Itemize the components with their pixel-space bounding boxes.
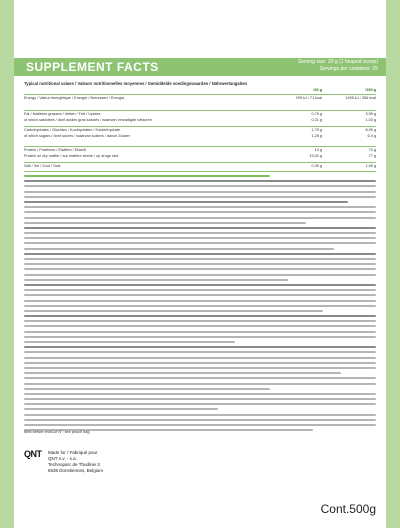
- table-divider: [24, 162, 376, 163]
- serving-info: [298, 59, 378, 73]
- company-name: QNT n.v. - s.a.: [48, 456, 77, 461]
- servings-per-container-line: Servings per container: 25: [319, 66, 378, 72]
- label-panel: [14, 0, 386, 528]
- column-per-serving: /20 g: [313, 88, 322, 92]
- supplement-facts-title: SUPPLEMENT FACTS: [26, 60, 159, 74]
- table-divider: [24, 146, 376, 147]
- table-divider: [24, 94, 376, 95]
- serving-size-line: Serving size: 20 g (1 heaped scoop): [297, 59, 378, 65]
- table-divider: [24, 171, 376, 172]
- nutrition-row-saturates: of which saturates / dont acides gras saturés / waarvan verzadigde vetzuren 0,21 g 1,03 g: [24, 118, 376, 122]
- nutrition-row-sugars: of which sugars / dont sucres / waarvan suikers / davon Zucker 1,28 g 6,4 g: [24, 134, 376, 138]
- company-city: 6536 Donstiennes, Belgium: [48, 468, 104, 473]
- nutrition-row-protein-dry: Protein on dry matter / sur matière sèche / op droge stof 15,40 g 77 g: [24, 154, 376, 158]
- net-weight: Cont.500g: [320, 502, 376, 516]
- manufacturer-info: [48, 450, 103, 474]
- best-before-line: Best before end/Lot N°: see pouch bag: [24, 430, 90, 434]
- nutrition-row-fat: Fat / Matières grasses / Vetten / Fett / Lipides 0,79 g 3,95 g: [24, 112, 376, 116]
- qnt-logo: QNT: [24, 449, 42, 459]
- company-street: Technoparc de Thudinie 3: [48, 462, 100, 467]
- table-divider: [24, 126, 376, 127]
- ingredients-text-block: [24, 175, 376, 434]
- column-per-100g: /100 g: [365, 88, 376, 92]
- nutrition-row-energy: Energy / Valeur énergétique / Energie / Brennwert / Energia 299 kJ / 71 kcal 1495 kJ / 356 kcal: [24, 96, 376, 100]
- nutrition-row-carbohydrates: Carbohydrates / Glucides / Koolhydraten / Kohlenhydrate 1,79 g 8,95 g: [24, 128, 376, 132]
- nutrition-heading: Typical nutritional values / Valeurs nutritionnelles moyennes / Gemiddelde voedingswaarden / Nährwertangaben: [24, 81, 248, 86]
- table-divider: [24, 110, 376, 111]
- nutrition-row-salt: Salt / Sel / Zout / Salz 0,39 g 1,95 g: [24, 164, 376, 168]
- made-for-label: Made for / Fabriqué pour: [48, 450, 98, 455]
- nutrition-row-protein: Protein / Protéines / Eiwitten / Eiweiß 14 g 70 g: [24, 148, 376, 152]
